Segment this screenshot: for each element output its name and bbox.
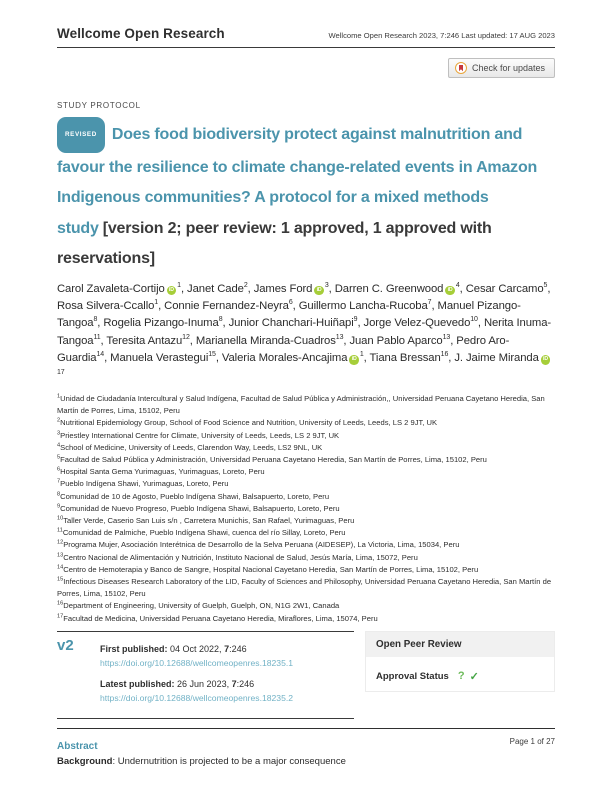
title-version-suffix: [version 2; peer review: 1 approved, 1 approved with reservations]: [57, 219, 492, 267]
revised-badge: REVISED: [57, 117, 105, 153]
page-footer: [57, 728, 555, 746]
affiliation-item: $^{11}$Comunidad de Palmiche, Pueblo Indígena Shawi, cuenca del río Sillay, Loreto, Peru: [57, 527, 346, 538]
author: Guillermo Lancha-Rucoba$^7$,: [298, 299, 438, 312]
author: Manuela Verastegui$^{15}$,: [110, 351, 222, 365]
author: Junior Chanchari-Huiñapi$^9$,: [228, 316, 364, 330]
affiliation-item: $^{14}$Centro de Hemoterapia y Banco de Sangre, Hospital Nacional Cayetano Heredia, San Martín de Porres, Lima, 15102, Peru: [57, 564, 479, 574]
author: Pedro Aro-Guardia$^{14}$,: [57, 334, 510, 365]
page-number: Page 1 of 27: [509, 737, 555, 746]
affiliation-item: $^{15}$Infectious Diseases Research Laboratory of the LID, Faculty of Sciences and Philosophy, Universidad Peruana Cayetano Heredia, San Martín de Porres, Lima, 15102, Peru: [57, 576, 552, 599]
article-title: [57, 117, 557, 275]
author: Rogelia Pizango-Inuma$^8$,: [103, 316, 229, 330]
affiliation-item: $^1$Unidad de Ciudadanía Intercultural y Salud Indígena, Facultad de Salud Pública y Administración,, Universidad Peruana Cayetano Heredia, San Martín de Porres, Lima, 15102, Peru: [57, 393, 545, 416]
approval-status-label: Approval Status: [376, 670, 449, 682]
affiliation-item: $^{17}$Facultad de Medicina, Universidad Peruana Cayetano Heredia, Miraflores, Lima, 15074, Peru: [57, 613, 378, 623]
journal-name: Wellcome Open Research: [57, 26, 225, 41]
open-peer-review-title: Open Peer Review: [366, 632, 554, 657]
affiliation-item: $^4$School of Medicine, University of Leeds, Clarendon Way, Leeds, LS2 9NL, UK: [57, 442, 323, 452]
orcid-icon[interactable]: iD: [314, 286, 324, 296]
author: Juan Pablo Aparco$^{13}$,: [349, 333, 457, 347]
affiliations-list: [57, 393, 557, 625]
author: James Ford $iD^3$,: [253, 281, 335, 295]
affiliation-item: $^6$Hospital Santa Gema Yurimaguas, Yurimaguas, Loreto, Peru: [57, 466, 265, 477]
approval-status-row: [366, 657, 554, 691]
affiliation-item: $^2$Nutritional Epidemiology Group, School of Food Science and Nutrition, University of Leeds, Leeds, LS 2 9JT, UK: [57, 417, 438, 428]
first-published-entry: [100, 639, 354, 668]
author: Teresita Antazu$^{12}$,: [106, 333, 196, 347]
latest-published-entry: [100, 674, 354, 703]
article-type-label: STUDY PROTOCOL: [57, 101, 141, 110]
author: Jorge Velez-Quevedo$^{10}$,: [363, 316, 484, 330]
abstract-text: Background: Undernutrition is projected to be a major consequence: [57, 755, 346, 767]
title-text: Does food biodiversity protect against malnutrition and favour the resilience to climate change-related events in Amazon Indigenous communities? A protocol for a mixed methods study: [57, 126, 538, 237]
affiliation-item: $^3$Priestley International Centre for Climate, University of Leeds, Leeds, LS 2 9JT, UK: [57, 430, 340, 440]
author: J. Jaime Miranda $iD^{17}$: [57, 352, 551, 381]
author: Carol Zavaleta-Cortijo $iD^1$,: [57, 281, 188, 295]
author: Darren C. Greenwood $iD^4$,: [334, 281, 466, 295]
author: Marianella Miranda-Cuadros$^{13}$,: [195, 333, 350, 347]
check-for-updates-button[interactable]: [448, 58, 555, 78]
orcid-icon[interactable]: iD: [445, 286, 455, 296]
orcid-icon[interactable]: iD: [167, 286, 177, 296]
author: Cesar Carcamo$^5$,: [465, 281, 551, 295]
orcid-icon[interactable]: iD: [349, 355, 359, 365]
abstract-heading: Abstract: [57, 740, 98, 752]
affiliation-item: $^{13}$Centro Nacional de Alimentación y Nutrición, Instituto Nacional de Salud, Jesús María, Lima, 15072, Peru: [57, 552, 418, 562]
first-published-line: First published: 04 Oct 2022, 7:246: [100, 643, 247, 654]
citation-line: Wellcome Open Research 2023, 7:246 Last updated: 17 AUG 2023: [328, 31, 555, 40]
approved-check-icon[interactable]: ✓: [469, 670, 479, 683]
first-doi-link[interactable]: https://doi.org/10.12688/wellcomeopenres.18235.1: [100, 657, 294, 668]
approved-with-reservations-icon[interactable]: ?: [457, 670, 465, 683]
check-for-updates-label: Check for updates: [471, 63, 545, 73]
affiliation-item: $^{16}$Department of Engineering, University of Guelph, Guelph, ON, N1G 2W1, Canada: [57, 600, 340, 611]
open-peer-review-box: [365, 631, 555, 692]
affiliation-item: $^9$Comunidad de Nuevo Progreso, Pueblo Indígena Shawi, Balsapuerto, Loreto, Peru: [57, 503, 340, 513]
author: Nerita Inuma-Tangoa$^{11}$,: [57, 317, 552, 347]
authors-list: [57, 281, 557, 385]
author: Tiana Bressan$^{16}$,: [369, 351, 455, 365]
publication-entries: [100, 639, 354, 709]
crossmark-icon: [455, 62, 467, 74]
affiliation-item: $^7$Pueblo Indígena Shawi, Yurimaguas, Loreto, Peru: [57, 478, 229, 489]
author: Janet Cade$^2$,: [187, 281, 254, 295]
check-updates-row: [57, 58, 555, 78]
affiliation-item: $^8$Comunidad de 10 de Agosto, Pueblo Indígena Shawi, Balsapuerto, Loreto, Peru: [57, 491, 330, 501]
version-label: v2: [57, 636, 74, 654]
orcid-icon[interactable]: iD: [541, 355, 551, 365]
publication-info: [57, 631, 354, 719]
latest-published-line: Latest published: 26 Jun 2023, 7:246: [100, 678, 255, 689]
page-header: [57, 26, 555, 48]
author: Rosa Silvera-Ccallo$^1$,: [57, 299, 165, 312]
author: Connie Fernandez-Neyra$^6$,: [164, 299, 299, 312]
affiliation-item: $^5$Facultad de Salud Pública y Administración, Universidad Peruana Cayetano Heredia, San Martín de Porres, Lima, 15102, Peru: [57, 454, 487, 464]
publication-row: [57, 631, 555, 719]
latest-doi-link[interactable]: https://doi.org/10.12688/wellcomeopenres.18235.2: [100, 692, 294, 703]
affiliation-item: $^{10}$Taller Verde, Caserio San Luis s/n , Carretera Munichis, San Rafael, Yurimaguas, Peru: [57, 515, 355, 525]
background-label: Background: [57, 755, 113, 767]
affiliation-item: $^{12}$Programa Mujer, Asociación Interétnica de Desarrollo de la Selva Peruana (AIDESEP), La Victoria, Lima, 15034, Peru: [57, 539, 460, 550]
author: Manuel Pizango-Tangoa$^8$,: [57, 299, 521, 330]
author: Valeria Morales-Ancajima $iD^1$,: [221, 351, 370, 365]
